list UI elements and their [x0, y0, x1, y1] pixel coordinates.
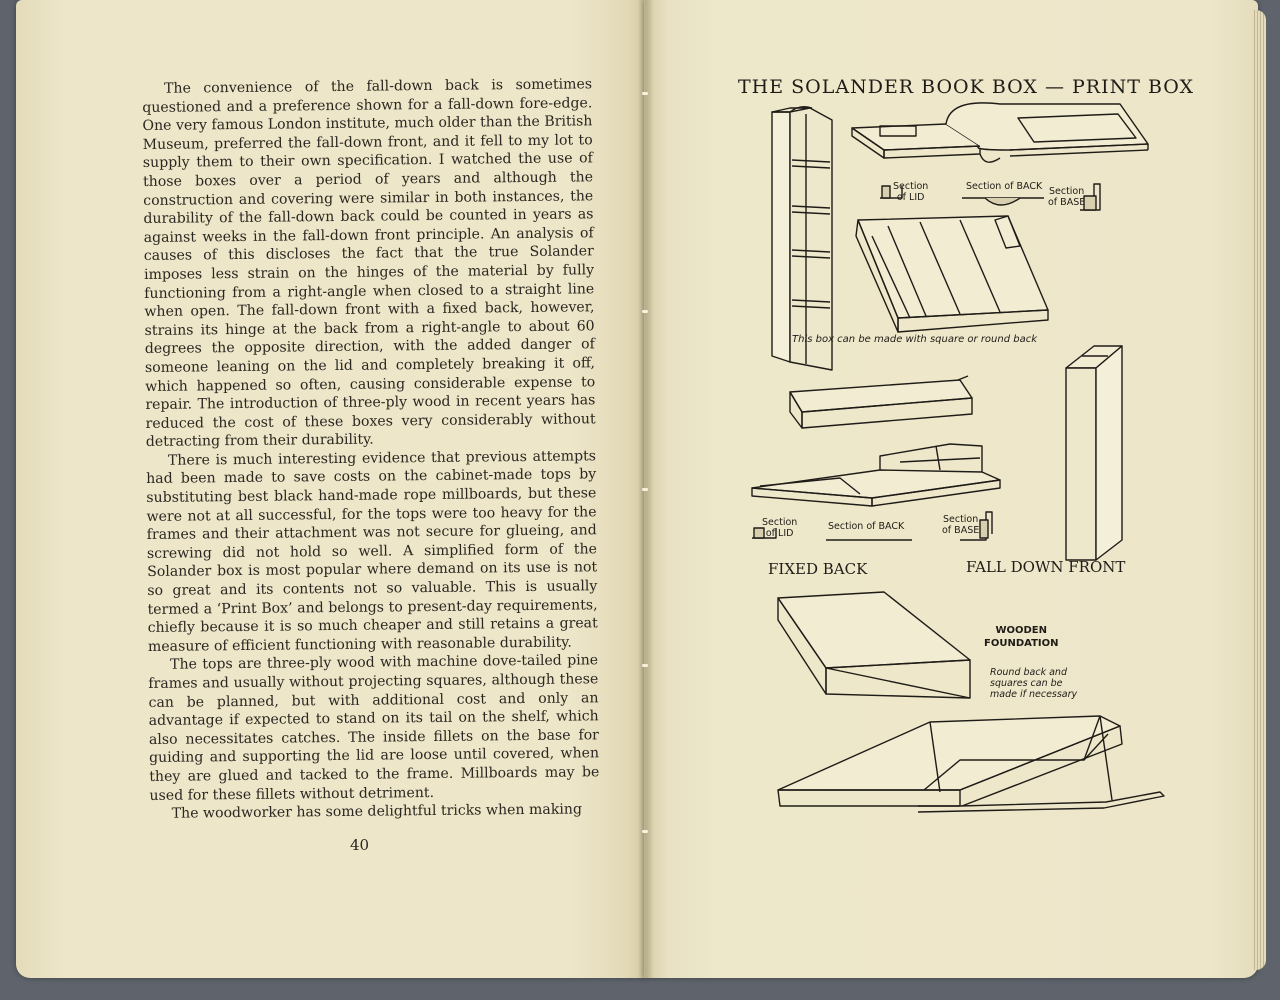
- figure-caption: This box can be made with square or round back: [792, 334, 1038, 345]
- fixed-back-box-closed: [790, 376, 972, 428]
- round-back-note: [990, 667, 1077, 700]
- label-line: of LID: [765, 528, 794, 539]
- paragraph: The tops are three-ply wood with machine dove-tailed pine frames and usually without projecting squares, although these can be planned, but with additional cost and only an advantage if expected to stand on its tail on the shelf, which also necessitates catches. The inside fillets on the base for guiding and supporting the lid are loose until covered, when they are glued and tacked to the frame. Millboards may be used for these fillets without detriment.: [148, 652, 600, 804]
- paragraph: There is much interesting evidence that previous attempts had been made to save costs on the cabinet-made tops by substituting best black hand-made rope millboards, but these were not at all successful, for the tops were too heavy for the frames and their attachment was not secure for glueing, and screwing did not hold so well. A simplified form of the Solander box is most popular where demand on its use is not so great and its contents not so valuable. This is usually termed a ‘Print Box’ and belongs to present-day requirements, chiefly because it is so much cheaper and still retains a great measure of efficient functioning with reasonable durability.: [146, 448, 598, 655]
- label-line: WOODEN: [995, 625, 1048, 636]
- fall-down-front-upright: [1066, 346, 1122, 560]
- label-line: of BASE: [942, 525, 980, 536]
- paragraph: The woodworker has some delightful tricks when making: [171, 801, 583, 822]
- label-line: Section: [893, 181, 929, 192]
- label-line: of LID: [896, 192, 925, 203]
- label-line: FOUNDATION: [984, 638, 1059, 649]
- section-of-base-label-bottom: [942, 514, 979, 536]
- label-line: Section: [1048, 186, 1085, 197]
- open-print-box-drawing: [778, 716, 1164, 812]
- fixed-back-label: FIXED BACK: [768, 560, 868, 578]
- fixed-back-box-open: [752, 444, 1000, 506]
- open-box-drawing: [852, 103, 1148, 162]
- wooden-foundation-drawing: [778, 592, 970, 698]
- section-of-lid-label-top: [893, 181, 928, 203]
- section-of-back-label-top: Section of BACK: [966, 181, 1043, 192]
- label-line: Section: [762, 517, 798, 528]
- label-line: made if necessary: [990, 689, 1078, 700]
- section-of-back-label-bottom: Section of BACK: [828, 521, 905, 532]
- figure-title: THE SOLANDER BOOK BOX — PRINT BOX: [738, 76, 1195, 98]
- fall-down-front-label: FALL DOWN FRONT: [966, 558, 1126, 576]
- label-line: of BASE: [1048, 197, 1086, 208]
- label-line: Section: [942, 514, 979, 525]
- section-of-base-label-top: [1048, 186, 1085, 208]
- paragraph: The convenience of the fall-down back is sometimes questioned and a preference shown for a fall-down fore-edge. One very famous London institute, much older than the British Museum, preferred the fall-down front, and it fell to my lot to supply them to their own specification. I watched the use of those boxes over a period of years and although the construction and covering were similar in both instances, the durability of the fall-down back could be counted in years as against weeks in the fall-down front principle. An analysis of causes of this discloses the fact that the true Solander imposes less strain on the hinges of the material by fully functioning from a right-angle when closed to a straight line when open. The fall-down front with a fixed back, however, strains its hinge at the back from a right-angle to about 60 degrees the opposite direction, with the added danger of someone leaning on the lid and completely breaking it off, which happened so often, causing considerable expense to repair. The introduction of three-ply wood in recent years has reduced the cost of these boxes very considerably without detracting from their durability.: [142, 76, 596, 451]
- closed-book-box-drawing: [856, 216, 1048, 332]
- label-line: Round back and: [990, 667, 1067, 678]
- page-number: 40: [350, 836, 370, 854]
- label-line: squares can be: [990, 678, 1063, 689]
- upright-book-drawing: [772, 107, 832, 370]
- wooden-foundation-label: [984, 624, 1059, 650]
- section-of-lid-label-bottom: [762, 517, 797, 539]
